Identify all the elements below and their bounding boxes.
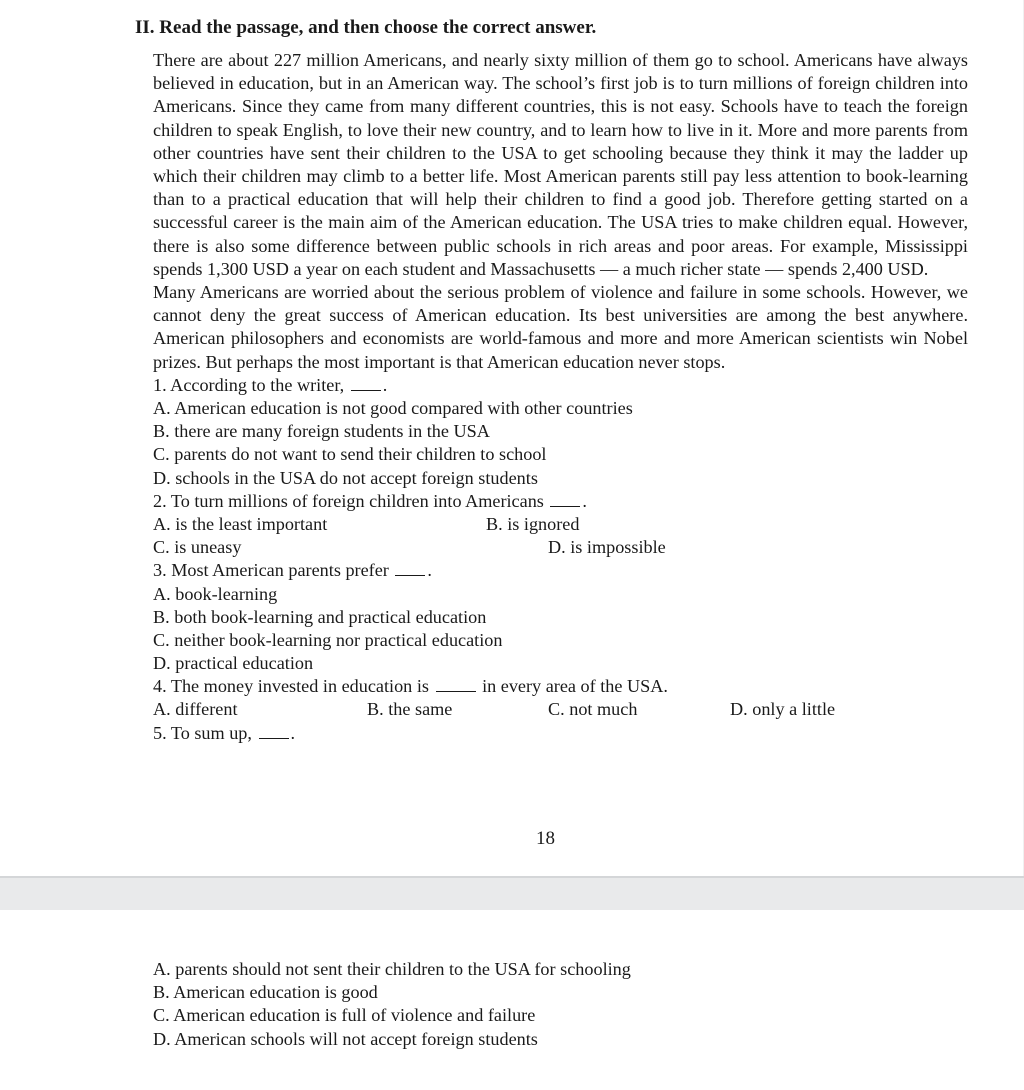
answer-blank [395,559,425,576]
question-5-option-a: A. parents should not sent their children to the USA for schooling [153,959,631,979]
question-2-options-row-2 [153,536,968,559]
question-5-options [153,958,968,1051]
question-4-option-a: A. different [153,699,238,720]
question-2-option-c: C. is uneasy [153,537,242,558]
answer-blank [550,490,580,507]
question-5-stem: 5. To sum up, [153,722,252,743]
question-3-option-d: D. practical education [153,653,314,674]
question-5-option-b: B. American education is good [153,982,378,1003]
answer-blank [259,722,289,739]
question-4-option-b: B. the same [367,699,453,720]
question-3-stem: 3. Most American parents prefer [153,560,389,581]
question-1-option-c: C. parents do not want to send their children to school [153,444,547,465]
question-1-end: . [382,374,388,395]
section-heading: II. Read the passage, and then choose the correct answer. [135,17,597,38]
question-2-option-b: B. is ignored [486,513,580,534]
question-4 [153,675,968,698]
question-3-option-c: C. neither book-learning nor practical education [153,629,503,650]
question-2-options-row-1 [153,513,968,536]
question-5 [153,722,968,745]
question-3-end: . [427,560,432,581]
question-3-option-a: A. book-learning [153,583,278,604]
document-page-next [0,910,1024,1090]
page-number: 18 [536,828,555,849]
question-4-stem: 4. The money invested in education is [153,676,429,697]
question-5-option-d: D. American schools will not accept foreign students [153,1028,538,1049]
question-1-option-a: A. American education is not good compared with other countries [153,398,633,419]
question-2-option-d: D. is impossible [548,537,666,558]
question-3 [153,559,968,582]
question-4-option-c: C. not much [548,699,638,720]
answer-blank [436,675,476,692]
passage-and-questions [153,49,968,745]
passage-paragraph-1: There are about 227 million Americans, and nearly sixty million of them go to school. Americans have always believed in education, but in an American way. The school’s first job is to turn millions of foreign children into Americans. Since they came from many different countries, this is not easy. Schools have to teach the foreign children to speak English, to love their new country, and to learn how to live in it. More and more parents from other countries have sent their children to the USA to get schooling because they think it may the ladder up which their children may climb to a better life. Most American parents still pay less attention to book-learning than to a practical education that will help their children to find a good job. Therefore getting started on a successful career is the main aim of the American education. The USA tries to make children equal. However, there is also some difference between public schools in rich areas and poor areas. For example, Mississippi spends 1,300 USD a year on each student and Massachusetts — a much richer state — spends 2,400 USD. [153,50,968,279]
question-2-stem: 2. To turn millions of foreign children into Americans [153,490,544,511]
question-1-option-b: B. there are many foreign students in the USA [153,421,490,442]
question-4-end: in every area of the USA. [482,676,668,697]
page-separator [0,876,1024,912]
passage-paragraph-2: Many Americans are worried about the serious problem of violence and failure in some schools. However, we cannot deny the great success of American education. Its best universities are among the best anywhere. American philosophers and economists are world-famous and more and more American scientists win Nobel prizes. But perhaps the most important is that American education never stops. [153,282,968,372]
answer-blank [351,374,381,391]
question-4-options-row [153,698,968,721]
question-3-option-b: B. both book-learning and practical education [153,606,487,627]
question-2 [153,490,968,513]
question-1-option-d: D. schools in the USA do not accept foreign students [153,467,538,488]
question-1-stem: 1. According to the writer, [153,374,345,395]
question-2-option-a: A. is the least important [153,513,328,534]
question-5-option-c: C. American education is full of violence and failure [153,1005,536,1026]
question-1 [153,374,968,397]
question-2-end: . [582,490,587,511]
question-4-option-d: D. only a little [730,699,836,720]
question-5-end: . [290,722,296,743]
